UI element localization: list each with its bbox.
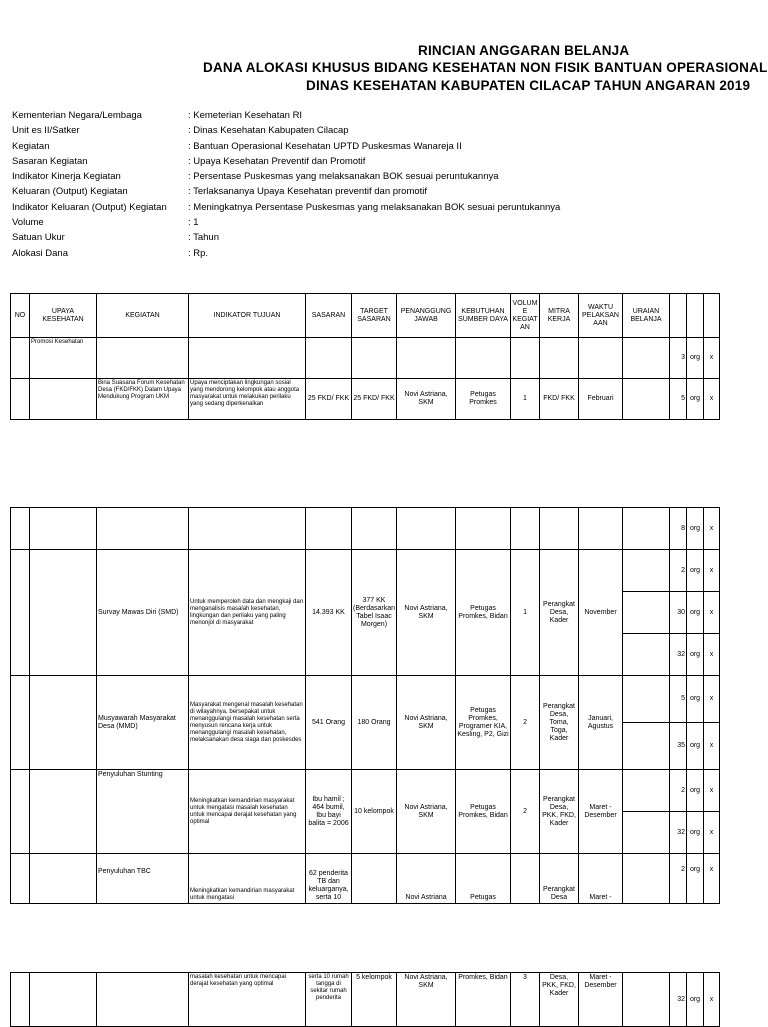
indikator-cell: Upaya menciptakan lingkungan sosial yang mendorong kelompok atau anggota masyarakat untuk melakukan perilaku yang sedang diperkenalkan: [189, 379, 306, 420]
budget-table: [10, 507, 720, 904]
volume-cell: 2: [511, 770, 540, 854]
target-cell: 180 Orang: [352, 676, 397, 770]
meta-key: Kegiatan: [12, 140, 50, 152]
doc-title-line1: RINCIAN ANGGARAN BELANJA: [418, 43, 630, 58]
meta-key: Kementerian Negara/Lembaga: [12, 110, 142, 121]
volume-cell: 1: [511, 379, 540, 420]
unit-cell: org: [687, 634, 704, 676]
indikator-cell: Meningkatkan kemandirian masyarakat untuk mengatasi: [189, 854, 306, 904]
waktu-cell: Januari, Agustus: [579, 676, 623, 770]
multiply-cell: x: [704, 723, 720, 770]
kebutuhan-cell: Petugas Promkes, Bidan: [456, 770, 511, 854]
indikator-cell: Untuk memperoleh data dan mengkaji dan menganalisis masalah kesehatan, lingkungan dan perilaku yang paling menonjol di masyarakat: [189, 550, 306, 676]
unit-cell: org: [687, 973, 704, 1027]
volume-cell: 2: [511, 676, 540, 770]
col-header-indikator: INDIKATOR TUJUAN: [189, 294, 306, 338]
meta-value: : Bantuan Operasional Kesehatan UPTD Puskesmas Wanareja II: [188, 140, 462, 152]
sasaran-cell: serta 10 rumah tangga di sekitar rumah penderita: [306, 973, 352, 1027]
count-cell: 32: [670, 973, 687, 1027]
unit-cell: org: [687, 338, 704, 379]
col-header-volume: VOLUM E KEGIAT AN: [511, 294, 540, 338]
meta-key: Alokasi Dana: [12, 247, 68, 259]
multiply-cell: x: [704, 592, 720, 634]
kegiatan-cell: Musyawarah Masyarakat Desa (MMD): [97, 676, 189, 770]
target-cell: 25 FKD/ FKK: [352, 379, 397, 420]
target-cell: 377 KK (Berdasarkan Tabel Isaac Morgen): [352, 550, 397, 676]
waktu-cell: Maret - Desember: [579, 770, 623, 854]
count-cell: 2: [670, 770, 687, 812]
table-section-1: [0, 293, 768, 419]
meta-key: Unit es II/Satker: [12, 125, 80, 137]
meta-value: : Kemeterian Kesehatan RI: [188, 110, 303, 121]
mitra-cell: Perangkat Desa: [540, 854, 579, 904]
table-row: [11, 676, 720, 723]
mitra-cell: Perangkat Desa, Toma, Toga, Kader: [540, 676, 579, 770]
col-header-kebutuhan: KEBUTUHAN SUMBER DAYA: [456, 294, 511, 338]
meta-key: Keluaran (Output) Kegiatan: [12, 186, 128, 198]
waktu-cell: November: [579, 550, 623, 676]
col-header-sasaran: SASARAN: [306, 294, 352, 338]
unit-cell: org: [687, 770, 704, 812]
pj-cell: Novi Astriana, SKM: [397, 770, 456, 854]
meta-key: Volume: [12, 217, 44, 229]
sasaran-cell: 25 FKD/ FKK: [306, 379, 352, 420]
unit-cell: org: [687, 723, 704, 770]
table-row: [11, 508, 720, 550]
kegiatan-cell: Survay Mawas Diri (SMD): [97, 550, 189, 676]
multiply-cell: x: [704, 973, 720, 1027]
meta-value: : 1: [188, 217, 199, 229]
col-header-upaya: UPAYA KESEHATAN: [30, 294, 97, 338]
col-header-blank: [687, 294, 704, 338]
count-cell: 32: [670, 634, 687, 676]
volume-cell: 3: [511, 973, 540, 1027]
multiply-cell: x: [704, 338, 720, 379]
kebutuhan-cell: Petugas Promkes, Bidan: [456, 550, 511, 676]
table-section-3: [0, 972, 768, 1024]
kegiatan-cell: Penyuluhan TBC: [97, 854, 189, 904]
count-cell: 2: [670, 854, 687, 904]
sasaran-cell: 541 Orang: [306, 676, 352, 770]
kegiatan-cell: Penyuluhan Stunting: [97, 770, 189, 854]
sasaran-cell: Ibu hamil ; 464 bumil, Ibu bayi balita = 2006: [306, 770, 352, 854]
meta-key: Satuan Ukur: [12, 232, 65, 244]
col-header-blank: [704, 294, 720, 338]
kebutuhan-cell: Petugas Promkes, Programer KIA, Kesling, P2, Gizi: [456, 676, 511, 770]
multiply-cell: x: [704, 676, 720, 723]
col-header-waktu: WAKTU PELAKSAN AAN: [579, 294, 623, 338]
unit-cell: org: [687, 676, 704, 723]
multiply-cell: x: [704, 812, 720, 854]
meta-value: : Rp.: [188, 247, 209, 259]
upaya-cell: Promosi Kesehatan: [30, 338, 97, 379]
table-header-row: [11, 294, 720, 338]
doc-title-line2: DANA ALOKASI KHUSUS BIDANG KESEHATAN NON FISIK BANTUAN OPERASIONAL: [203, 60, 768, 75]
sasaran-cell: 14.393 KK: [306, 550, 352, 676]
table-row: [11, 338, 720, 379]
count-cell: 30: [670, 592, 687, 634]
multiply-cell: x: [704, 634, 720, 676]
unit-cell: org: [687, 379, 704, 420]
kegiatan-cell: Bina Suasana Forum Kesehatan Desa (FKD/FKK) Dalam Upaya Mendukung Program UKM: [97, 379, 189, 420]
waktu-cell: Februari: [579, 379, 623, 420]
meta-value: : Terlaksananya Upaya Kesehatan preventif dan promotif: [188, 186, 428, 198]
multiply-cell: x: [704, 550, 720, 592]
kebutuhan-cell: Petugas Promkes: [456, 379, 511, 420]
budget-table: [10, 293, 720, 420]
mitra-cell: Perangkat Desa, Kader: [540, 550, 579, 676]
indikator-cell: Masyarakat mengenal masalah kesehatan di wilayahnya, bersepakat untuk menanggulangi masalah kesehatan serta menyusun rencana kerja untuk menanggulangi masalah kesehatan, melaksanakan desa siaga dan poskesdes: [189, 676, 306, 770]
meta-value: : Persentase Puskesmas yang melaksanakan BOK sesuai peruntukannya: [188, 171, 499, 183]
table-row: [11, 973, 720, 1027]
pj-cell: Novi Astriana, SKM: [397, 676, 456, 770]
unit-cell: org: [687, 812, 704, 854]
unit-cell: org: [687, 550, 704, 592]
col-header-kegiatan: KEGIATAN: [97, 294, 189, 338]
table-row: [11, 379, 720, 420]
mitra-cell: Perangkat Desa, PKK, FKD, Kader: [540, 770, 579, 854]
indikator-cell: Meningkatkan kemandirian masyarakat untuk mengatasi masalah kesehatan untuk mencapai derajat kesehatan yang optimal: [189, 770, 306, 854]
table-section-2: [0, 507, 768, 901]
count-cell: 35: [670, 723, 687, 770]
multiply-cell: x: [704, 379, 720, 420]
table-row: [11, 770, 720, 812]
meta-value: : Tahun: [188, 232, 219, 244]
col-header-blank: [670, 294, 687, 338]
col-header-no: NO: [11, 294, 30, 338]
count-cell: 5: [670, 676, 687, 723]
waktu-cell: Maret -: [579, 854, 623, 904]
unit-cell: org: [687, 592, 704, 634]
count-cell: 8: [670, 508, 687, 550]
meta-key: Indikator Kinerja Kegiatan: [12, 171, 121, 183]
sasaran-cell: 62 penderita TB dan keluarganya, serta 10: [306, 854, 352, 904]
pj-cell: Novi Astriana, SKM: [397, 550, 456, 676]
meta-key: Indikator Keluaran (Output) Kegiatan: [12, 201, 167, 213]
pj-cell: Novi Astriana: [397, 854, 456, 904]
multiply-cell: x: [704, 770, 720, 812]
count-cell: 3: [670, 338, 687, 379]
count-cell: 5: [670, 379, 687, 420]
pj-cell: Novi Astriana, SKM: [397, 973, 456, 1027]
volume-cell: 1: [511, 550, 540, 676]
unit-cell: org: [687, 854, 704, 904]
col-header-uraian: URAIAN BELANJA: [623, 294, 670, 338]
meta-key: Sasaran Kegiatan: [12, 155, 88, 167]
table-row: [11, 854, 720, 904]
multiply-cell: x: [704, 854, 720, 904]
col-header-mitra: MITRA KERJA: [540, 294, 579, 338]
col-header-target: TARGET SASARAN: [352, 294, 397, 338]
mitra-cell: FKD/ FKK: [540, 379, 579, 420]
multiply-cell: x: [704, 508, 720, 550]
indikator-cell: masalah kesehatan untuk mencapai derajat kesehatan yang optimal: [189, 973, 306, 1027]
table-row: [11, 550, 720, 592]
budget-table: [10, 972, 720, 1027]
kebutuhan-cell: Promkes, Bidan: [456, 973, 511, 1027]
target-cell: 5 kelompok: [352, 973, 397, 1027]
count-cell: 32: [670, 812, 687, 854]
count-cell: 2: [670, 550, 687, 592]
col-header-pj: PENANGGUNG JAWAB: [397, 294, 456, 338]
meta-value: : Dinas Kesehatan Kabupaten Cilacap: [188, 125, 349, 137]
meta-value: : Meningkatnya Persentase Puskesmas yang melaksanakan BOK sesuai peruntukannya: [188, 201, 561, 213]
waktu-cell: Maret - Desember: [579, 973, 623, 1027]
pj-cell: Novi Astriana, SKM: [397, 379, 456, 420]
doc-title-line3: DINAS KESEHATAN KABUPATEN CILACAP TAHUN ANGARAN 2019: [306, 78, 751, 93]
mitra-cell: Desa, PKK, FKD, Kader: [540, 973, 579, 1027]
meta-value: : Upaya Kesehatan Preventif dan Promotif: [188, 155, 366, 167]
unit-cell: org: [687, 508, 704, 550]
target-cell: 10 kelompok: [352, 770, 397, 854]
kebutuhan-cell: Petugas: [456, 854, 511, 904]
